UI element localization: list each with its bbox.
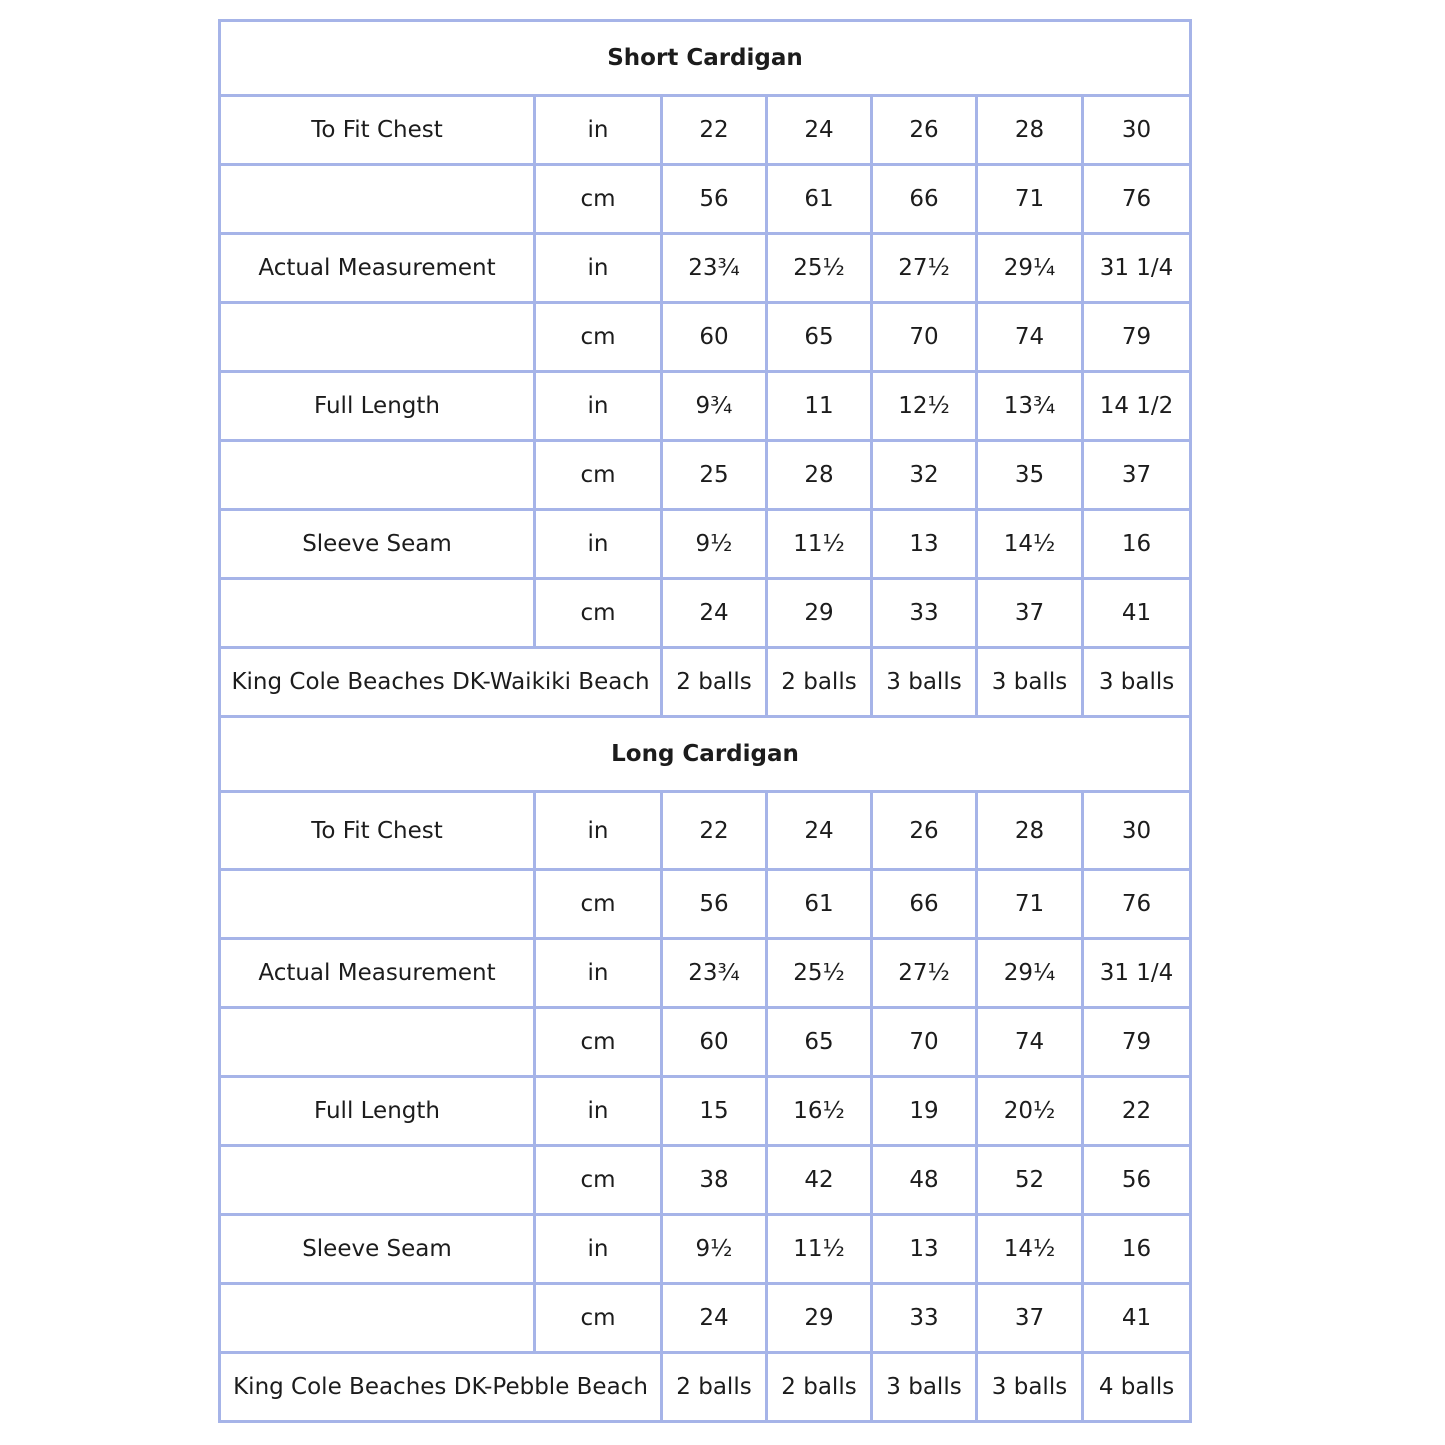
value-cell: 70 xyxy=(872,1008,977,1077)
sleeve-in-row xyxy=(220,510,1191,579)
value-cell: 16 xyxy=(1083,1215,1191,1284)
yarn-value-cell: 2 balls xyxy=(767,1353,872,1422)
value-cell: 29 xyxy=(767,579,872,648)
actual-in-row xyxy=(220,234,1191,303)
length-in-row xyxy=(220,1077,1191,1146)
value-cell: 26 xyxy=(872,792,977,870)
value-cell: 65 xyxy=(767,1008,872,1077)
value-cell: 33 xyxy=(872,1284,977,1353)
value-cell: 11½ xyxy=(767,1215,872,1284)
value-cell: 25 xyxy=(662,441,767,510)
actual-in-row xyxy=(220,939,1191,1008)
yarn-value-cell: 3 balls xyxy=(872,648,977,717)
value-cell: 41 xyxy=(1083,1284,1191,1353)
value-cell: 35 xyxy=(977,441,1083,510)
section-header-row xyxy=(220,717,1191,792)
unit-cell: cm xyxy=(535,441,662,510)
value-cell: 11 xyxy=(767,372,872,441)
yarn-value-cell: 3 balls xyxy=(977,1353,1083,1422)
yarn-value-cell: 3 balls xyxy=(872,1353,977,1422)
value-cell: 31 1/4 xyxy=(1083,939,1191,1008)
empty-label-cell xyxy=(220,579,535,648)
value-cell: 56 xyxy=(1083,1146,1191,1215)
yarn-value-cell: 3 balls xyxy=(1083,648,1191,717)
yarn-value-cell: 2 balls xyxy=(662,1353,767,1422)
yarn-row xyxy=(220,648,1191,717)
chest-cm-row xyxy=(220,870,1191,939)
unit-cell: in xyxy=(535,939,662,1008)
value-cell: 61 xyxy=(767,165,872,234)
unit-cell: cm xyxy=(535,165,662,234)
value-cell: 70 xyxy=(872,303,977,372)
value-cell: 13¾ xyxy=(977,372,1083,441)
value-cell: 37 xyxy=(977,579,1083,648)
value-cell: 27½ xyxy=(872,234,977,303)
unit-cell: in xyxy=(535,1077,662,1146)
value-cell: 71 xyxy=(977,870,1083,939)
value-cell: 26 xyxy=(872,96,977,165)
value-cell: 30 xyxy=(1083,96,1191,165)
value-cell: 52 xyxy=(977,1146,1083,1215)
value-cell: 16 xyxy=(1083,510,1191,579)
unit-cell: cm xyxy=(535,1146,662,1215)
actual-cm-row xyxy=(220,1008,1191,1077)
value-cell: 79 xyxy=(1083,303,1191,372)
value-cell: 23¾ xyxy=(662,939,767,1008)
unit-cell: cm xyxy=(535,1284,662,1353)
actual-cm-row xyxy=(220,303,1191,372)
sleeve-cm-row xyxy=(220,579,1191,648)
unit-cell: cm xyxy=(535,1008,662,1077)
row-label: Actual Measurement xyxy=(220,234,535,303)
value-cell: 12½ xyxy=(872,372,977,441)
value-cell: 22 xyxy=(662,96,767,165)
value-cell: 66 xyxy=(872,165,977,234)
value-cell: 25½ xyxy=(767,234,872,303)
row-label: Sleeve Seam xyxy=(220,510,535,579)
unit-cell: in xyxy=(535,372,662,441)
unit-cell: cm xyxy=(535,870,662,939)
value-cell: 15 xyxy=(662,1077,767,1146)
empty-label-cell xyxy=(220,303,535,372)
sleeve-cm-row xyxy=(220,1284,1191,1353)
value-cell: 24 xyxy=(662,579,767,648)
yarn-value-cell: 2 balls xyxy=(767,648,872,717)
value-cell: 56 xyxy=(662,165,767,234)
yarn-label: King Cole Beaches DK-Waikiki Beach xyxy=(220,648,662,717)
chest-in-row xyxy=(220,792,1191,870)
value-cell: 60 xyxy=(662,1008,767,1077)
row-label: To Fit Chest xyxy=(220,96,535,165)
row-label: Actual Measurement xyxy=(220,939,535,1008)
value-cell: 29 xyxy=(767,1284,872,1353)
row-label: Full Length xyxy=(220,372,535,441)
empty-label-cell xyxy=(220,441,535,510)
value-cell: 66 xyxy=(872,870,977,939)
yarn-label: King Cole Beaches DK-Pebble Beach xyxy=(220,1353,662,1422)
value-cell: 37 xyxy=(1083,441,1191,510)
value-cell: 31 1/4 xyxy=(1083,234,1191,303)
value-cell: 24 xyxy=(767,792,872,870)
value-cell: 14 1/2 xyxy=(1083,372,1191,441)
yarn-row xyxy=(220,1353,1191,1422)
row-label: Full Length xyxy=(220,1077,535,1146)
value-cell: 13 xyxy=(872,510,977,579)
unit-cell: cm xyxy=(535,579,662,648)
unit-cell: in xyxy=(535,792,662,870)
value-cell: 24 xyxy=(662,1284,767,1353)
yarn-value-cell: 4 balls xyxy=(1083,1353,1191,1422)
length-cm-row xyxy=(220,1146,1191,1215)
chest-in-row xyxy=(220,96,1191,165)
value-cell: 30 xyxy=(1083,792,1191,870)
value-cell: 14½ xyxy=(977,510,1083,579)
value-cell: 9¾ xyxy=(662,372,767,441)
value-cell: 25½ xyxy=(767,939,872,1008)
value-cell: 37 xyxy=(977,1284,1083,1353)
value-cell: 56 xyxy=(662,870,767,939)
value-cell: 74 xyxy=(977,303,1083,372)
unit-cell: cm xyxy=(535,303,662,372)
value-cell: 9½ xyxy=(662,510,767,579)
value-cell: 74 xyxy=(977,1008,1083,1077)
value-cell: 42 xyxy=(767,1146,872,1215)
row-label: Sleeve Seam xyxy=(220,1215,535,1284)
value-cell: 27½ xyxy=(872,939,977,1008)
value-cell: 65 xyxy=(767,303,872,372)
value-cell: 61 xyxy=(767,870,872,939)
value-cell: 76 xyxy=(1083,165,1191,234)
section-title: Short Cardigan xyxy=(220,21,1191,96)
value-cell: 32 xyxy=(872,441,977,510)
unit-cell: in xyxy=(535,234,662,303)
value-cell: 60 xyxy=(662,303,767,372)
value-cell: 38 xyxy=(662,1146,767,1215)
unit-cell: in xyxy=(535,96,662,165)
section-title: Long Cardigan xyxy=(220,717,1191,792)
value-cell: 41 xyxy=(1083,579,1191,648)
value-cell: 13 xyxy=(872,1215,977,1284)
value-cell: 71 xyxy=(977,165,1083,234)
value-cell: 29¼ xyxy=(977,234,1083,303)
value-cell: 9½ xyxy=(662,1215,767,1284)
yarn-value-cell: 3 balls xyxy=(977,648,1083,717)
unit-cell: in xyxy=(535,1215,662,1284)
value-cell: 22 xyxy=(1083,1077,1191,1146)
yarn-value-cell: 2 balls xyxy=(662,648,767,717)
value-cell: 24 xyxy=(767,96,872,165)
size-chart-table xyxy=(218,19,1192,1423)
value-cell: 79 xyxy=(1083,1008,1191,1077)
length-in-row xyxy=(220,372,1191,441)
value-cell: 22 xyxy=(662,792,767,870)
value-cell: 14½ xyxy=(977,1215,1083,1284)
value-cell: 23¾ xyxy=(662,234,767,303)
empty-label-cell xyxy=(220,165,535,234)
empty-label-cell xyxy=(220,870,535,939)
value-cell: 28 xyxy=(977,96,1083,165)
value-cell: 48 xyxy=(872,1146,977,1215)
value-cell: 76 xyxy=(1083,870,1191,939)
value-cell: 28 xyxy=(767,441,872,510)
row-label: To Fit Chest xyxy=(220,792,535,870)
value-cell: 19 xyxy=(872,1077,977,1146)
unit-cell: in xyxy=(535,510,662,579)
value-cell: 16½ xyxy=(767,1077,872,1146)
value-cell: 33 xyxy=(872,579,977,648)
section-header-row xyxy=(220,21,1191,96)
chest-cm-row xyxy=(220,165,1191,234)
empty-label-cell xyxy=(220,1146,535,1215)
value-cell: 20½ xyxy=(977,1077,1083,1146)
empty-label-cell xyxy=(220,1284,535,1353)
sleeve-in-row xyxy=(220,1215,1191,1284)
value-cell: 11½ xyxy=(767,510,872,579)
value-cell: 29¼ xyxy=(977,939,1083,1008)
empty-label-cell xyxy=(220,1008,535,1077)
length-cm-row xyxy=(220,441,1191,510)
value-cell: 28 xyxy=(977,792,1083,870)
